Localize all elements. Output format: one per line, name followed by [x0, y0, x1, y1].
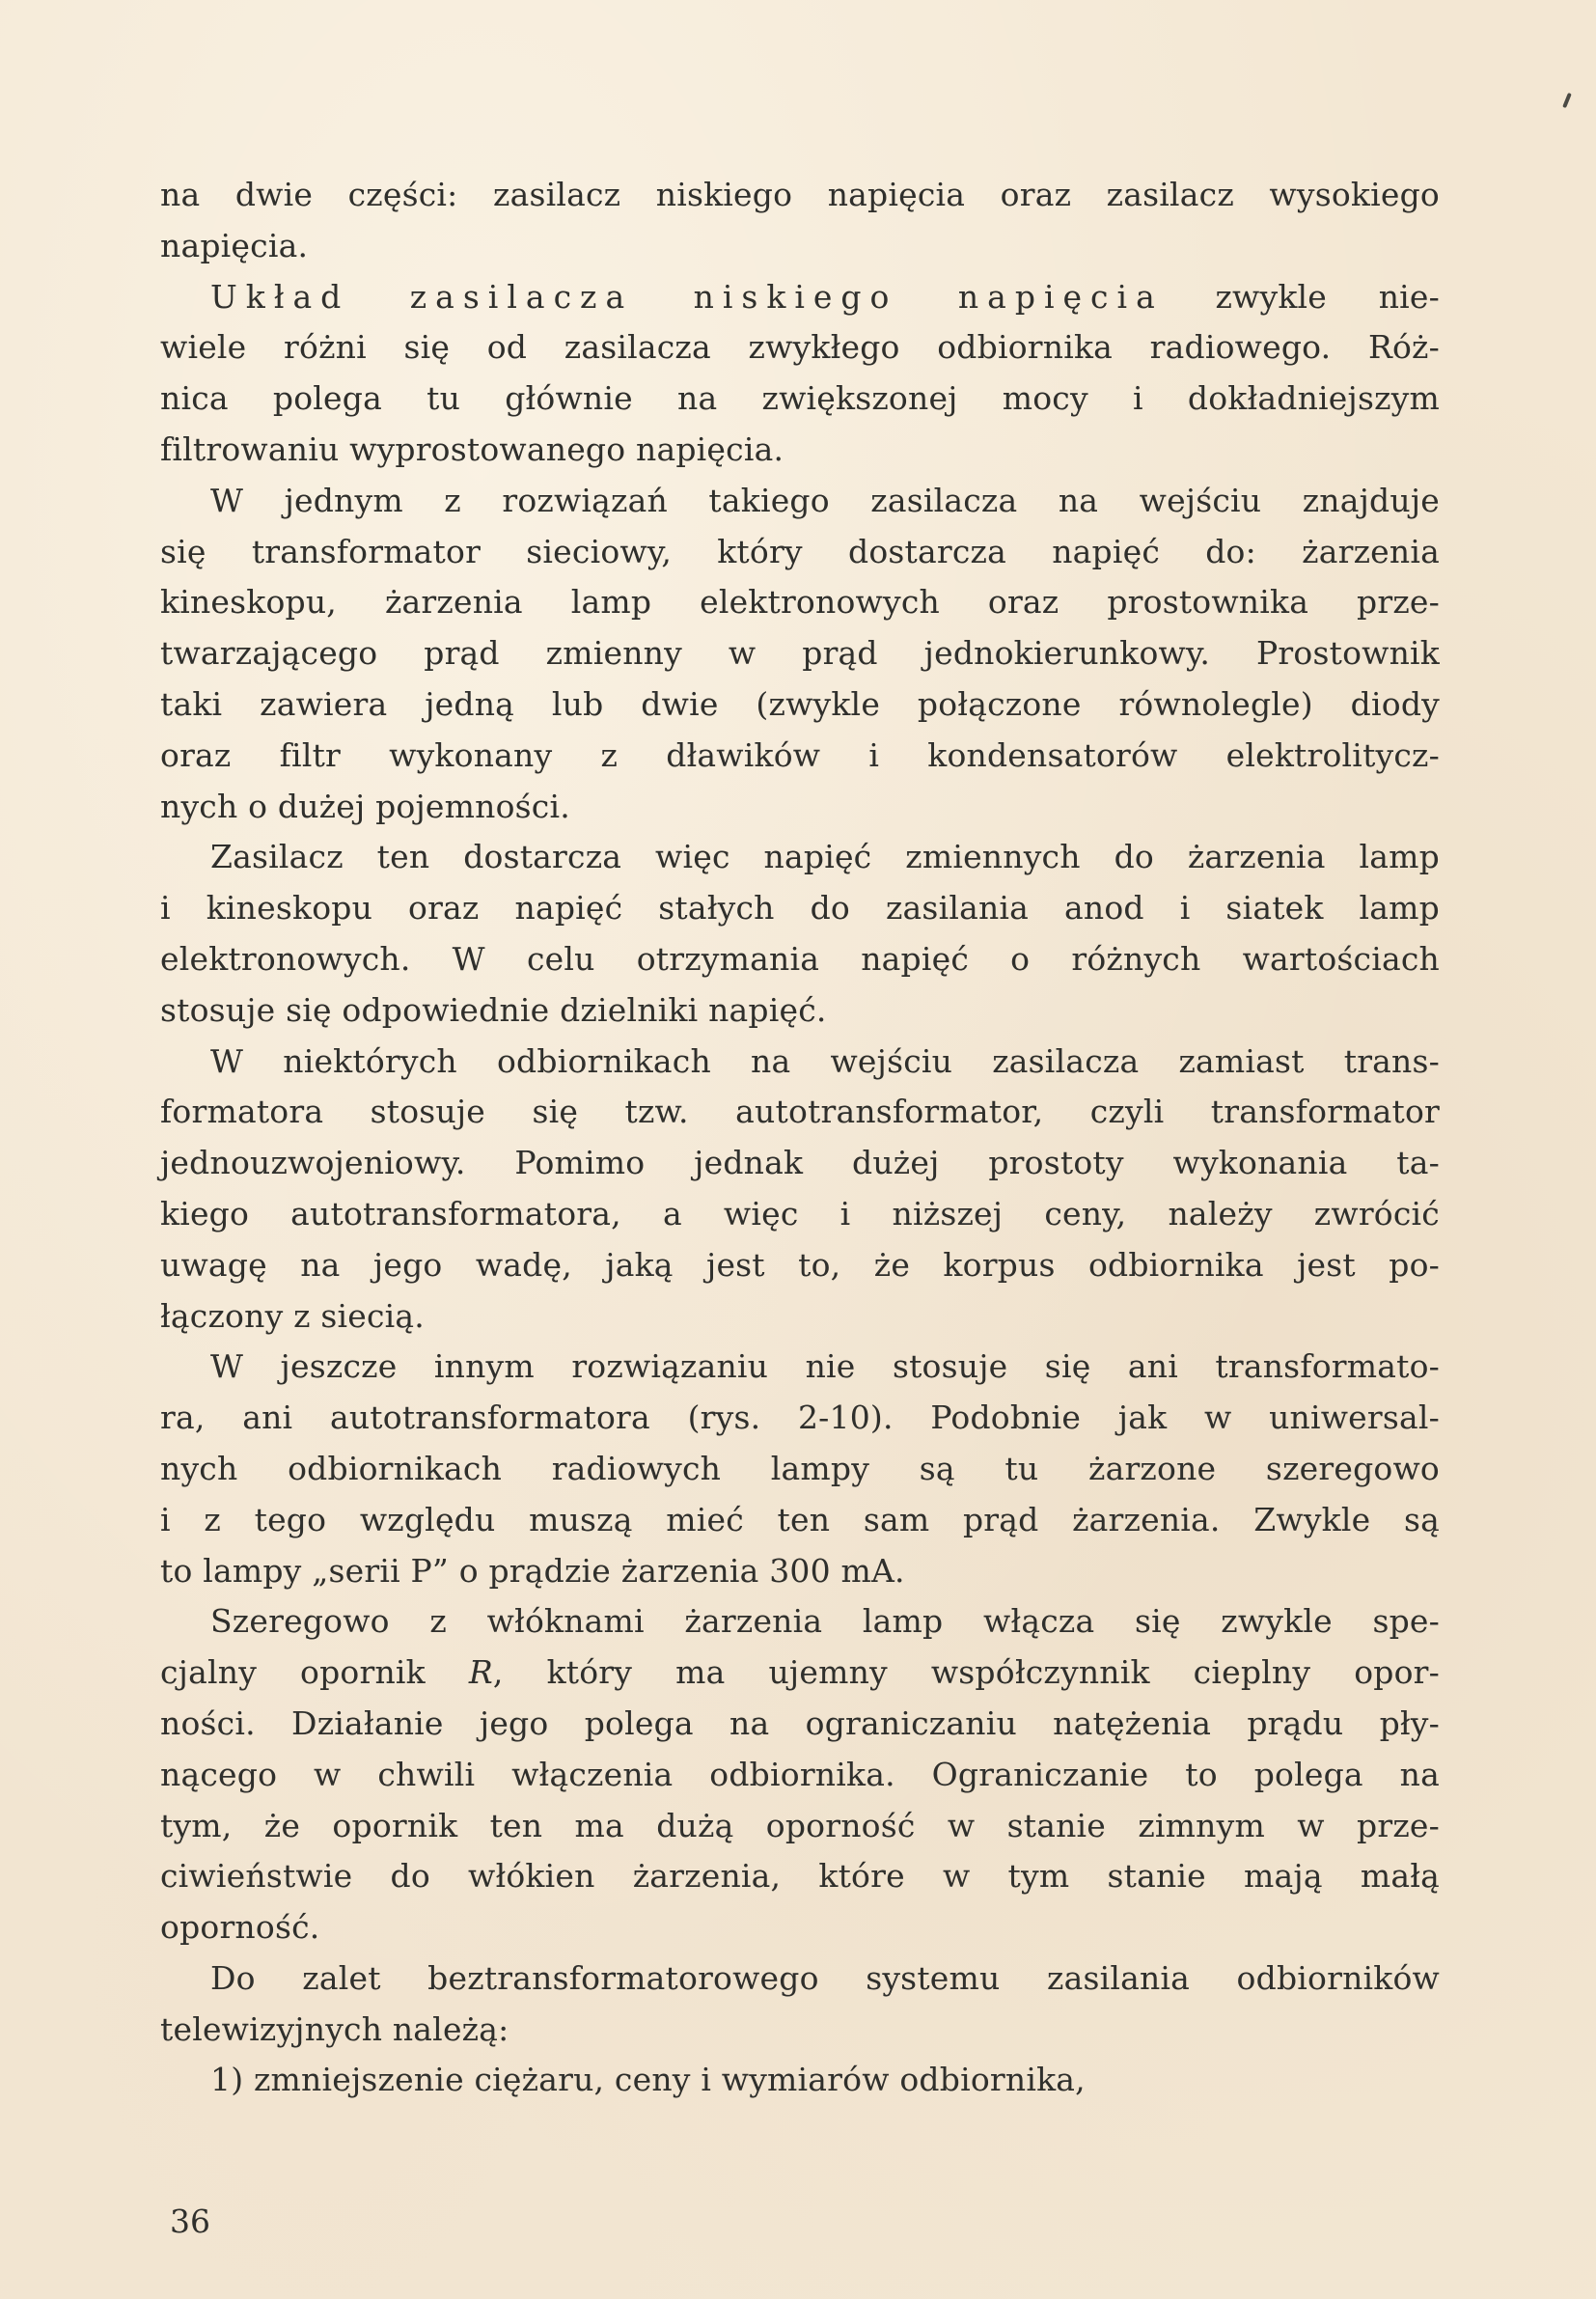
page-number: 36 [170, 2202, 210, 2240]
text-line [160, 1291, 1440, 1343]
text-line [160, 1342, 1440, 1393]
line-text: Zasilacz ten dostarcza więc napięć zmiennych do żarzenia lamp [210, 838, 1440, 876]
text-line [160, 1240, 1440, 1291]
line-text: to lampy „serii P” o prądzie żarzenia 300 mA. [160, 1551, 905, 1590]
text-line [160, 527, 1440, 578]
text-line [160, 1138, 1440, 1189]
text-line [160, 1495, 1440, 1546]
text-line [160, 628, 1440, 679]
paper-speck [1562, 93, 1572, 108]
text-line [160, 374, 1440, 425]
line-text: się transformator sieciowy, który dostarcza napięć do: żarzenia [160, 532, 1440, 570]
text-line [160, 1037, 1440, 1088]
line-text: i kineskopu oraz napięć stałych do zasilania anod i siatek lamp [160, 889, 1440, 928]
line-text: stosuje się odpowiednie dzielniki napięć. [160, 990, 827, 1029]
text-line [160, 221, 1440, 272]
text-line [160, 1750, 1440, 1801]
text-line [160, 1087, 1440, 1138]
line-text: twarzającego prąd zmienny w prąd jednokierunkowy. Prostownik [160, 634, 1440, 673]
line-text: 1) zmniejszenie ciężaru, ceny i wymiarów odbiornika, [210, 2061, 1086, 2099]
line-text: ności. Działanie jego polega na ograniczaniu natężenia prądu pły- [160, 1703, 1440, 1742]
text-line [160, 832, 1440, 883]
line-text: na dwie części: zasilacz niskiego napięcia oraz zasilacz wysokiego [160, 176, 1440, 213]
text-line [160, 1596, 1440, 1648]
line-text: ciwieństwie do włókien żarzenia, które w tym stanie mają małą [160, 1857, 1440, 1896]
line-text: wiele różni się od zasilacza zwykłego odbiornika radiowego. Róż- [160, 328, 1440, 367]
text-line [160, 731, 1440, 782]
text-line [160, 577, 1440, 628]
text-line [160, 272, 1440, 323]
line-text: zwykle nie- [1163, 277, 1440, 316]
text-line [160, 2005, 1440, 2056]
line-text-prefix: cjalny opornik [160, 1653, 469, 1692]
body-text [160, 170, 1440, 2106]
line-text: elektronowych. W celu otrzymania napięć o różnych wartościach [160, 939, 1440, 978]
line-text: taki zawiera jedną lub dwie (zwykle połączone równolegle) diody [160, 684, 1440, 723]
text-line [160, 1953, 1440, 2005]
text-line [160, 1393, 1440, 1444]
text-line [160, 1851, 1440, 1902]
text-line [160, 170, 1440, 221]
line-text: W niektórych odbiornikach na wejściu zasilacza zamiast trans- [210, 1041, 1440, 1080]
line-text: jednouzwojeniowy. Pomimo jednak dużej prostoty wykonania ta- [160, 1144, 1440, 1182]
line-text: nych o dużej pojemności. [160, 787, 570, 825]
line-text: ra, ani autotransformatora (rys. 2-10). Podobnie jak w uniwersal- [160, 1399, 1440, 1437]
text-line [160, 1444, 1440, 1495]
line-text: telewizyjnych należą: [160, 2009, 509, 2048]
line-text: tym, że opornik ten ma dużą oporność w stanie zimnym w prze- [160, 1806, 1440, 1844]
text-line [160, 782, 1440, 833]
line-text: filtrowaniu wyprostowanego napięcia. [160, 429, 784, 468]
text-line [160, 2055, 1440, 2106]
text-line [160, 322, 1440, 374]
text-line [160, 1699, 1440, 1750]
text-line [160, 1546, 1440, 1597]
line-text: oraz filtr wykonany z dławików i kondensatorów elektrolitycz- [160, 735, 1440, 774]
text-line [160, 1648, 1440, 1699]
line-text: oporność. [160, 1908, 320, 1947]
line-text: łączony z siecią. [160, 1296, 425, 1335]
line-text: nącego w chwili włączenia odbiornika. Ograniczanie to polega na [160, 1755, 1440, 1793]
line-text: nych odbiornikach radiowych lampy są tu żarzone szeregowo [160, 1449, 1440, 1487]
line-text: uwagę na jego wadę, jaką jest to, że korpus odbiornika jest po- [160, 1245, 1440, 1284]
line-text: kiego autotransformatora, a więc i niższej ceny, należy zwrócić [160, 1194, 1440, 1233]
line-text: formatora stosuje się tzw. autotransformator, czyli transformator [160, 1093, 1440, 1131]
line-text: nica polega tu głównie na zwiększonej mocy i dokładniejszym [160, 379, 1440, 418]
italic-symbol: R [468, 1653, 493, 1692]
text-line [160, 425, 1440, 476]
text-line [160, 1902, 1440, 1953]
text-line [160, 1189, 1440, 1240]
line-text: Szeregowo z włóknami żarzenia lamp włącza się zwykle spe- [210, 1602, 1440, 1641]
text-line [160, 679, 1440, 731]
line-text: W jednym z rozwiązań takiego zasilacza na wejściu znajduje [210, 481, 1440, 519]
spaced-emphasis: Układ zasilacza niskiego napięcia [210, 277, 1164, 316]
line-text: kineskopu, żarzenia lamp elektronowych oraz prostownika prze- [160, 583, 1440, 622]
line-text: napięcia. [160, 226, 309, 264]
text-line [160, 934, 1440, 985]
line-text: W jeszcze innym rozwiązaniu nie stosuje się ani transformato- [210, 1347, 1440, 1386]
text-line [160, 985, 1440, 1037]
text-line [160, 476, 1440, 527]
line-text: , który ma ujemny współczynnik cieplny opor- [492, 1653, 1440, 1692]
text-line [160, 883, 1440, 934]
line-text: i z tego względu muszą mieć ten sam prąd żarzenia. Zwykle są [160, 1500, 1440, 1538]
text-line [160, 1801, 1440, 1852]
line-text: Do zalet beztransformatorowego systemu zasilania odbiorników [210, 1958, 1440, 1997]
